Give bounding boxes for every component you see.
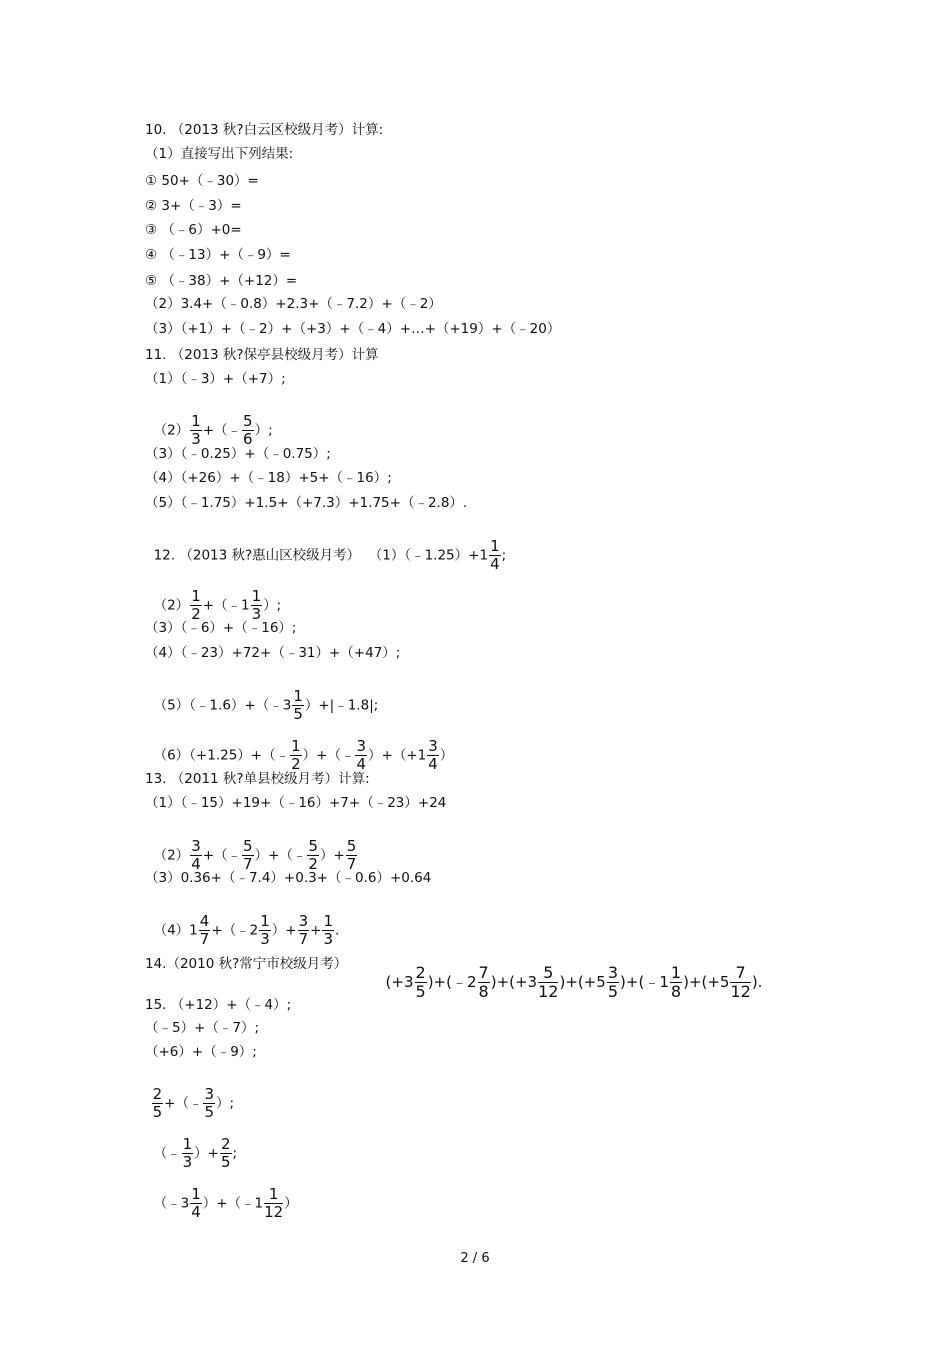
text-run: 12. （2013 秋?惠山区校级月考） （1）（﹣1.25）+1 [153, 547, 489, 564]
text-run: ）+（+1 [368, 747, 427, 764]
problem-15-line-3: （+6）+（﹣9）; [145, 1044, 257, 1060]
text-run: （5）（﹣1.6）+（﹣3 [153, 697, 292, 714]
problem-12-part-4: （4）（﹣23）+72+（﹣31）+（+47）; [145, 645, 401, 661]
denominator: 3 [182, 1153, 193, 1171]
numerator: 3 [356, 737, 367, 755]
text-run: )+(﹣1 [620, 973, 669, 991]
problem-10-part-2: （2）3.4+（﹣0.8）+2.3+（﹣7.2）+（﹣2） [145, 296, 442, 312]
denominator: 3 [260, 930, 270, 948]
page-number: 2 / 6 [460, 1251, 490, 1266]
problem-15-line-6 [145, 1168, 298, 1221]
problem-11-part-3: （3）（﹣0.25）+（﹣0.75）; [145, 446, 331, 462]
text-run: +（﹣ [202, 422, 242, 439]
problem-11-part-4: （4）（+26）+（﹣18）+5+（﹣16）; [145, 470, 392, 486]
text-run: )+(+5 [559, 973, 606, 991]
fraction [538, 964, 558, 1001]
problem-13-part-3: （3）0.36+（﹣7.4）+0.3+（﹣0.6）+0.64 [145, 870, 432, 886]
problem-13-part-1: （1）（﹣15）+19+（﹣16）+7+（﹣23）+24 [145, 795, 447, 811]
numerator: 3 [607, 963, 619, 982]
fraction [190, 588, 202, 623]
problem-10-item-5: ⑤ （﹣38）+（+12）= [145, 273, 298, 289]
text-run: +（﹣2 [211, 922, 259, 939]
denominator: 5 [152, 1103, 163, 1121]
problem-10-item-2: ② 3+（﹣3）= [145, 198, 242, 214]
text-run: ） [439, 747, 454, 764]
numerator: 1 [191, 1185, 201, 1203]
numerator: 1 [260, 912, 270, 930]
numerator: 3 [204, 1085, 214, 1103]
denominator: 5 [204, 1103, 214, 1121]
fraction [607, 964, 619, 1001]
problem-14-expression [376, 946, 762, 1001]
problem-12-part-2 [145, 570, 281, 623]
fraction [190, 413, 202, 448]
problem-13-part-4 [145, 895, 339, 948]
denominator: 7 [346, 855, 357, 873]
text-run: ）+ [319, 847, 345, 864]
denominator: 5 [220, 1153, 231, 1171]
fraction [346, 838, 358, 873]
fraction [203, 1086, 215, 1121]
text-run: （4）1 [153, 922, 198, 939]
text-run: （2） [153, 847, 190, 864]
denominator: 7 [199, 930, 210, 948]
fraction [152, 1086, 164, 1121]
denominator: 4 [490, 555, 500, 573]
problem-10-heading: 10. （2013 秋?白云区校级月考）计算: [145, 122, 384, 138]
denominator: 4 [191, 855, 201, 873]
text-run: )+(+5 [683, 973, 730, 991]
text-run: ）+ [194, 1145, 219, 1162]
numerator: 2 [415, 963, 426, 982]
numerator: 3 [298, 912, 309, 930]
denominator: 4 [191, 1203, 201, 1221]
numerator: 2 [220, 1135, 231, 1153]
problem-10-item-1: ① 50+（﹣30）= [145, 173, 259, 189]
text-run: . [335, 922, 340, 939]
denominator: 8 [670, 982, 682, 1001]
numerator: 1 [264, 1186, 283, 1204]
numerator: 1 [490, 537, 500, 555]
denominator: 8 [478, 982, 489, 1001]
fraction [242, 838, 254, 873]
text-run: +（﹣1 [202, 597, 250, 614]
numerator: 5 [243, 412, 253, 430]
text-run: (+3 [385, 973, 414, 991]
denominator: 4 [356, 755, 367, 773]
problem-11-heading: 11. （2013 秋?保亭县校级月考）计算 [145, 347, 379, 363]
denominator: 3 [191, 430, 201, 448]
text-run: ）+（﹣ [302, 747, 355, 764]
problem-15-line-1: 15. （+12）+（﹣4）; [145, 997, 292, 1013]
fraction [355, 738, 367, 773]
text-run: +（﹣ [202, 847, 242, 864]
numerator: 5 [243, 837, 253, 855]
fraction [427, 738, 439, 773]
fraction [307, 838, 319, 873]
denominator: 12 [538, 982, 559, 1001]
numerator: 1 [291, 737, 301, 755]
denominator: 7 [243, 855, 253, 873]
numerator: 7 [730, 964, 750, 983]
denominator: 5 [293, 705, 303, 723]
text-run: ). [751, 973, 763, 991]
problem-15-line-2: （﹣5）+（﹣7）; [145, 1020, 260, 1036]
denominator: 2 [291, 755, 301, 773]
fraction [489, 538, 501, 573]
problem-13-part-2 [145, 820, 358, 873]
text-run: )+(+3 [490, 973, 538, 991]
text-run: （﹣3 [153, 1195, 190, 1212]
denominator: 4 [428, 755, 438, 773]
text-run: ; [501, 547, 507, 564]
fraction [415, 964, 427, 1001]
numerator: 5 [346, 837, 357, 855]
numerator: 5 [308, 837, 318, 855]
fraction [264, 1186, 283, 1221]
denominator: 5 [415, 982, 426, 1001]
fraction [259, 913, 271, 948]
fraction [251, 588, 263, 623]
numerator: 3 [428, 737, 438, 755]
text-run: （2） [153, 422, 190, 439]
problem-15-line-4 [142, 1068, 234, 1121]
text-run: )+(﹣2 [427, 973, 477, 991]
numerator: 1 [182, 1135, 193, 1153]
text-run: +（﹣ [164, 1095, 203, 1112]
fraction [220, 1136, 232, 1171]
fraction [322, 913, 334, 948]
text-run: + [310, 922, 322, 939]
denominator: 2 [191, 605, 201, 623]
numerator: 1 [670, 963, 682, 982]
fraction [298, 913, 310, 948]
numerator: 1 [323, 912, 333, 930]
text-run: （2） [153, 597, 190, 614]
numerator: 1 [293, 687, 303, 705]
numerator: 4 [199, 912, 210, 930]
problem-13-heading: 13. （2011 秋?单县校级月考）计算: [145, 771, 370, 787]
problem-14-heading: 14.（2010 秋?常宁市校级月考） [145, 956, 348, 972]
problem-10-part-3: （3）（+1）+（﹣2）+（+3）+（﹣4）+…+（+19）+（﹣20） [145, 321, 561, 337]
numerator: 1 [251, 587, 262, 605]
denominator: 12 [730, 982, 751, 1001]
numerator: 1 [191, 587, 201, 605]
denominator: 7 [298, 930, 309, 948]
text-run: ）; [263, 597, 282, 614]
denominator: 12 [264, 1203, 284, 1221]
problem-11-part-2 [145, 395, 273, 448]
fraction [670, 964, 682, 1001]
denominator: 2 [308, 855, 318, 873]
problem-12-part-5 [145, 670, 378, 723]
problem-11-part-5: （5）（﹣1.75）+1.5+（+7.3）+1.75+（﹣2.8）. [145, 495, 468, 511]
numerator: 1 [191, 412, 201, 430]
problem-12-heading [145, 520, 506, 573]
text-run: ）+ [271, 922, 297, 939]
fraction [190, 1186, 202, 1221]
text-run: ）; [216, 1095, 235, 1112]
numerator: 2 [152, 1085, 163, 1103]
problem-12-part-3: （3）（﹣6）+（﹣16）; [145, 620, 297, 636]
text-run: ）+（﹣ [254, 847, 307, 864]
text-run: （﹣ [153, 1145, 181, 1162]
numerator: 5 [538, 964, 558, 983]
problem-10-part-1: （1）直接写出下列结果: [145, 146, 294, 162]
fraction [290, 738, 302, 773]
text-run: ） [284, 1195, 298, 1212]
problem-10-item-3: ③ （﹣6）+0= [145, 222, 242, 238]
denominator: 5 [607, 982, 619, 1001]
problem-10-item-4: ④ （﹣13）+（﹣9）= [145, 247, 291, 263]
fraction [190, 838, 202, 873]
problem-11-part-1: （1）（﹣3）+（+7）; [145, 371, 286, 387]
text-run: ; [232, 1145, 238, 1162]
text-run: ）+（﹣1 [202, 1195, 264, 1212]
fraction [730, 964, 750, 1001]
denominator: 6 [243, 430, 253, 448]
text-run: ）+|﹣1.8|; [304, 697, 379, 714]
text-run: ）; [254, 422, 273, 439]
fraction [478, 964, 490, 1001]
denominator: 3 [251, 605, 262, 623]
numerator: 7 [478, 963, 489, 982]
fraction [199, 913, 211, 948]
problem-12-part-6 [145, 720, 453, 773]
numerator: 3 [191, 837, 201, 855]
text-run: （6）（+1.25）+（﹣ [153, 747, 290, 764]
fraction [182, 1136, 194, 1171]
fraction [242, 413, 254, 448]
problem-15-line-5 [145, 1118, 237, 1171]
denominator: 3 [323, 930, 333, 948]
fraction [292, 688, 304, 723]
